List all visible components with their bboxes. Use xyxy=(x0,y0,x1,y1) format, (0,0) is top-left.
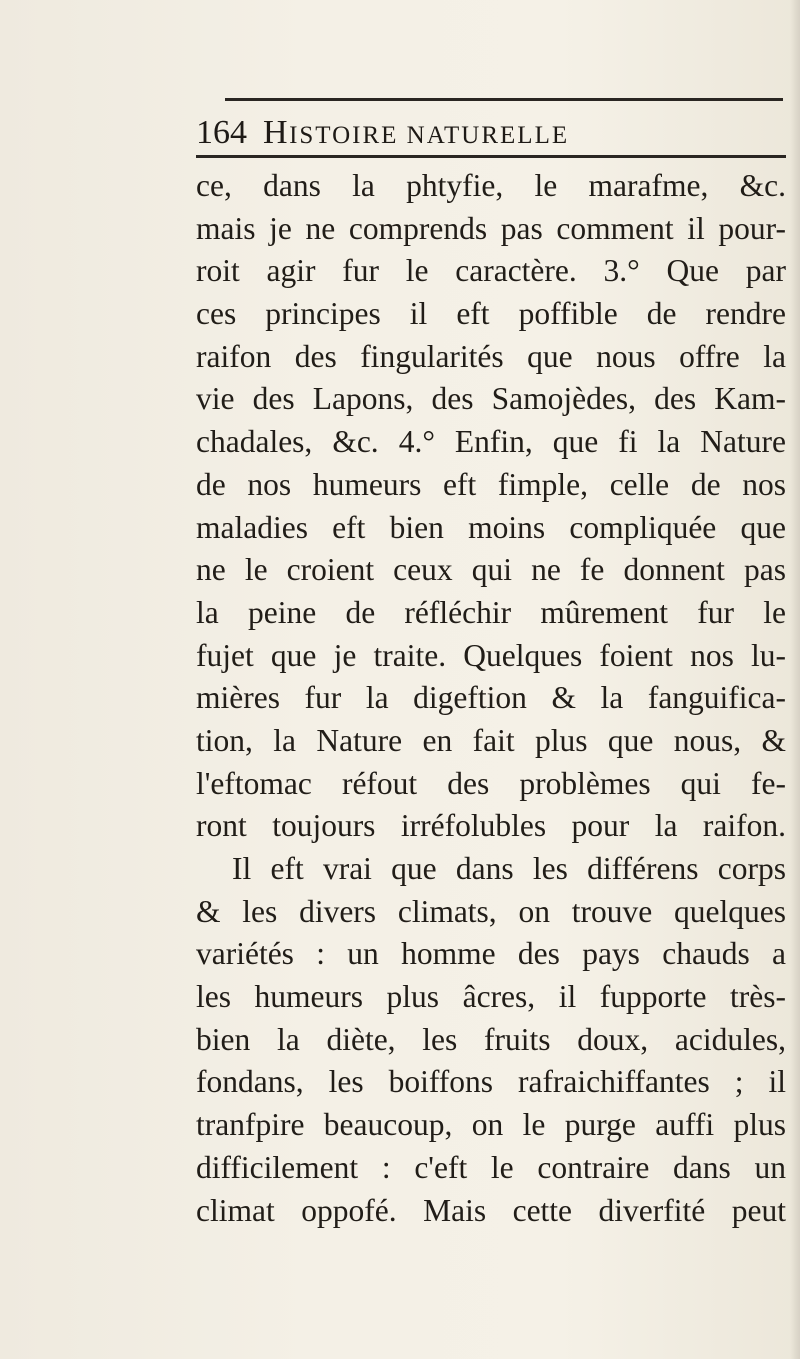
body-text xyxy=(196,165,786,1232)
text-line: chadales, &c. 4.° Enfin, que fi la Nature xyxy=(196,424,786,460)
running-title xyxy=(263,114,569,152)
text-line: de nos humeurs eft fimple, celle de nos xyxy=(196,466,786,502)
text-line: vie des Lapons, des Samojèdes, des Kam- xyxy=(196,381,786,417)
text-line: ces principes il eft poffible de rendre xyxy=(196,296,786,332)
page-number: 164 xyxy=(196,114,247,151)
paragraph-first-line: Il eft vrai que dans les différens corps xyxy=(232,851,786,886)
running-title-rest: ISTOIRE NATURELLE xyxy=(289,122,570,149)
text-line: ront toujours irréfolubles pour la raifon. xyxy=(196,808,786,844)
header-rule xyxy=(196,155,786,158)
text-line: tion, la Nature en fait plus que nous, & xyxy=(196,722,786,758)
running-title-initial: H xyxy=(263,114,290,151)
text-line: variétés : un homme des pays chauds a xyxy=(196,936,786,972)
page-header xyxy=(196,106,786,156)
text-line: les humeurs plus âcres, il fupporte très- xyxy=(196,979,786,1015)
text-line: maladies eft bien moins compliquée que xyxy=(196,509,786,545)
text-line: la peine de réfléchir mûrement fur le xyxy=(196,594,786,630)
page-edge-shadow xyxy=(790,0,800,1359)
text-line: bien la diète, les fruits doux, acidules, xyxy=(196,1021,786,1057)
text-line: climat oppofé. Mais cette diverfité peut xyxy=(196,1192,786,1228)
text-line: ne le croient ceux qui ne fe donnent pas xyxy=(196,552,786,588)
text-line: difficilement : c'eft le contraire dans un xyxy=(196,1149,786,1185)
text-line: fujet que je traite. Quelques foient nos lu- xyxy=(196,637,786,673)
text-line: tranfpire beaucoup, on le purge auffi plus xyxy=(196,1107,786,1143)
text-line: ce, dans la phtyfie, le marafme, &c. xyxy=(196,168,786,203)
text-line: mais je ne comprends pas comment il pour- xyxy=(196,210,786,246)
text-line: raifon des fingularités que nous offre la xyxy=(196,338,786,374)
text-line: mières fur la digeftion & la fanguifica- xyxy=(196,680,786,716)
top-rule xyxy=(225,98,783,101)
text-line: roit agir fur le caractère. 3.° Que par xyxy=(196,253,786,289)
text-line: l'eftomac réfout des problèmes qui fe- xyxy=(196,765,786,801)
text-line: fondans, les boiffons rafraichiffantes ; il xyxy=(196,1064,786,1100)
text-line: & les divers climats, on trouve quelques xyxy=(196,893,786,929)
